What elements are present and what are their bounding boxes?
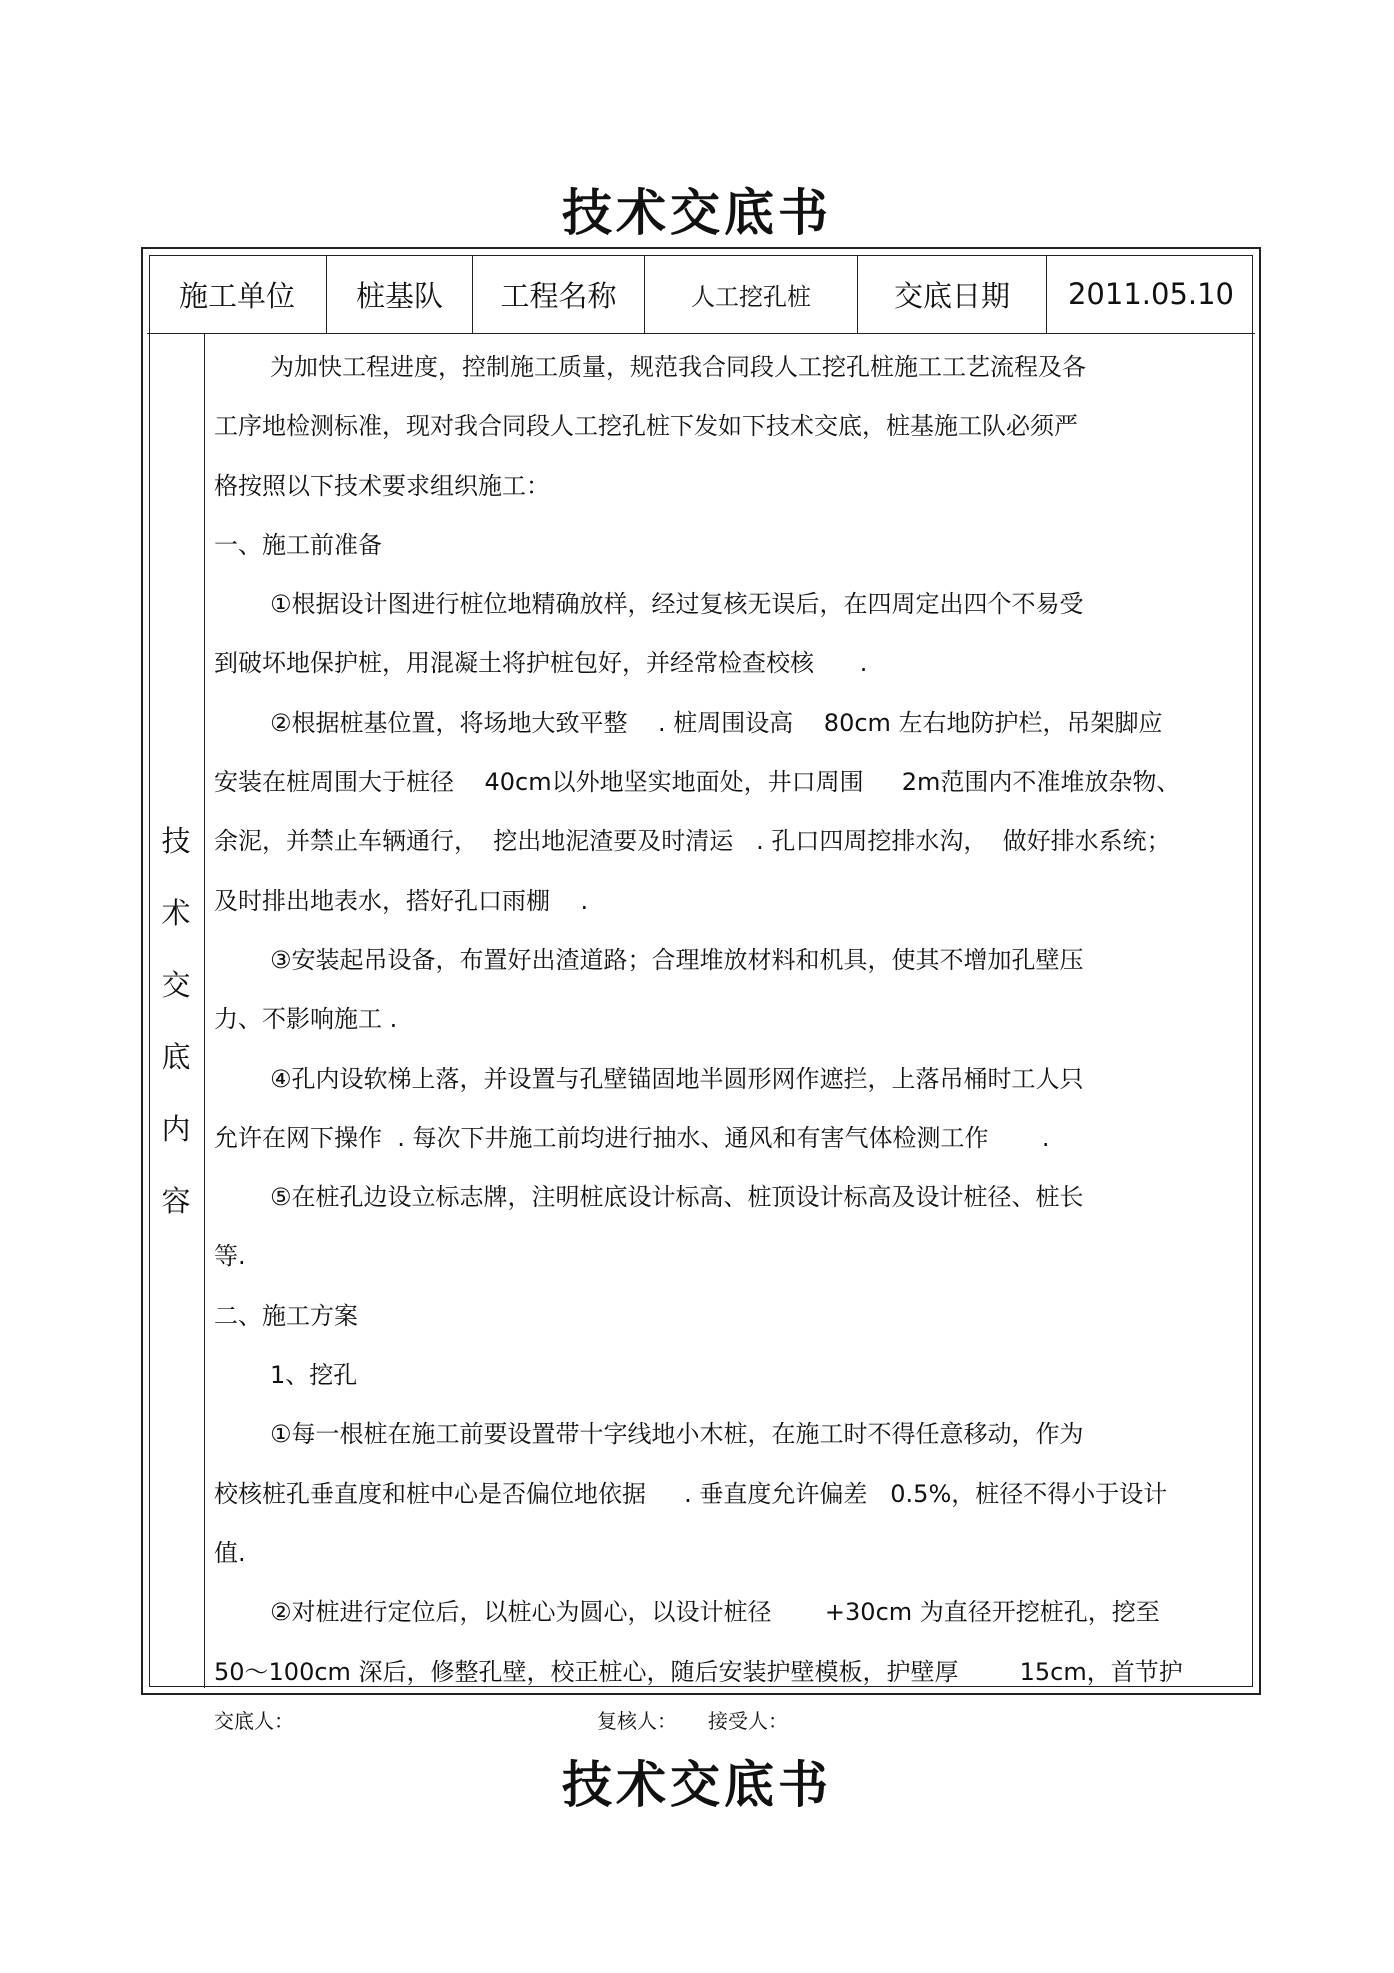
content-line: 到破坏地保护桩，用混凝土将护桩包好，并经常检查校核 . [214, 649, 868, 678]
document-title: 技术交底书 [562, 184, 832, 242]
content-line: 格按照以下技术要求组织施工： [214, 471, 550, 500]
content-line: 允许在网下操作 . 每次下井施工前均进行抽水、通风和有害气体检测工作 . [214, 1123, 1050, 1152]
content-line: 力、不影响施工 . [214, 1005, 398, 1034]
project-name-value: 人工挖孔桩 [691, 282, 811, 311]
content-line: 余泥，并禁止车辆通行， 挖出地泥渣要及时清运 . 孔口四周挖排水沟， 做好排水系统； [214, 827, 1171, 856]
construction-unit-value: 桩基队 [355, 278, 443, 313]
content-line: 为加快工程进度，控制施工质量，规范我合同段人工挖孔桩施工工艺流程及各 [270, 353, 1086, 381]
date-label: 交底日期 [893, 278, 1010, 313]
next-page-title: 技术交底书 [562, 1756, 832, 1814]
section-label-vertical [148, 805, 204, 1237]
content-line: 校核桩孔垂直度和桩中心是否偏位地依据 . 垂直度允许偏差 0.5%，桩径不得小于设计 [214, 1479, 1168, 1508]
section-heading: 一、施工前准备 [214, 530, 382, 559]
disclosure-content [214, 338, 1256, 1702]
project-name-label: 工程名称 [500, 278, 617, 313]
content-line: 及时排出地表水，搭好孔口雨棚 . [214, 886, 589, 915]
reviewer-label: 复核人： [597, 1709, 677, 1733]
section-heading: 二、施工方案 [214, 1301, 358, 1330]
content-line: ⑤在桩孔边设立标志牌，注明桩底设计标高、桩顶设计标高及设计桩径、桩长 [270, 1183, 1084, 1212]
content-line: ④孔内设软梯上落，并设置与孔壁锚固地半圆形网作遮拦，上落吊桶时工人只 [270, 1064, 1084, 1093]
content-line: ①每一根桩在施工前要设置带十字线地小木桩，在施工时不得任意移动，作为 [270, 1420, 1084, 1449]
section-label-char: 容 [161, 1184, 191, 1218]
content-line: 安装在桩周围大于桩径 40cm以外地坚实地面处，井口周围 2m范围内不准堆放杂物、 [214, 768, 1181, 797]
section-label-char: 术 [161, 896, 191, 930]
section-label-char: 底 [161, 1040, 191, 1074]
construction-unit-label: 施工单位 [178, 278, 295, 313]
receiver-label: 接受人： [708, 1709, 788, 1733]
content-line: 工序地检测标准，现对我合同段人工挖孔桩下发如下技术交底，桩基施工队必须严 [214, 412, 1078, 441]
date-value: 2011.05.10 [1067, 277, 1235, 311]
content-line: ①根据设计图进行桩位地精确放样，经过复核无误后，在四周定出四个不易受 [270, 590, 1084, 619]
content-label-divider [204, 333, 205, 1688]
section-label-char: 技 [161, 824, 191, 858]
content-line: ③安装起吊设备，布置好出渣道路；合理堆放材料和机具，使其不增加孔壁压 [270, 945, 1084, 974]
content-line: 50～100cm 深后，修整孔壁，校正桩心，随后安装护壁模板，护壁厚 15cm，首节护 [214, 1657, 1183, 1686]
section-label-char: 交 [161, 968, 191, 1002]
content-line: 值. [214, 1538, 246, 1567]
handover-person-label: 交底人： [214, 1709, 294, 1733]
content-line: ②根据桩基位置，将场地大致平整 . 桩周围设高 80cm 左右地防护栏，吊架脚应 [270, 708, 1163, 737]
header-row-divider [147, 333, 1255, 334]
content-line: ②对桩进行定位后，以桩心为圆心，以设计桩径 +30cm 为直径开挖桩孔，挖至 [270, 1598, 1160, 1627]
section-label-char: 内 [161, 1112, 191, 1146]
content-line: 等. [214, 1242, 246, 1271]
subsection-heading: 1、挖孔 [270, 1361, 358, 1390]
